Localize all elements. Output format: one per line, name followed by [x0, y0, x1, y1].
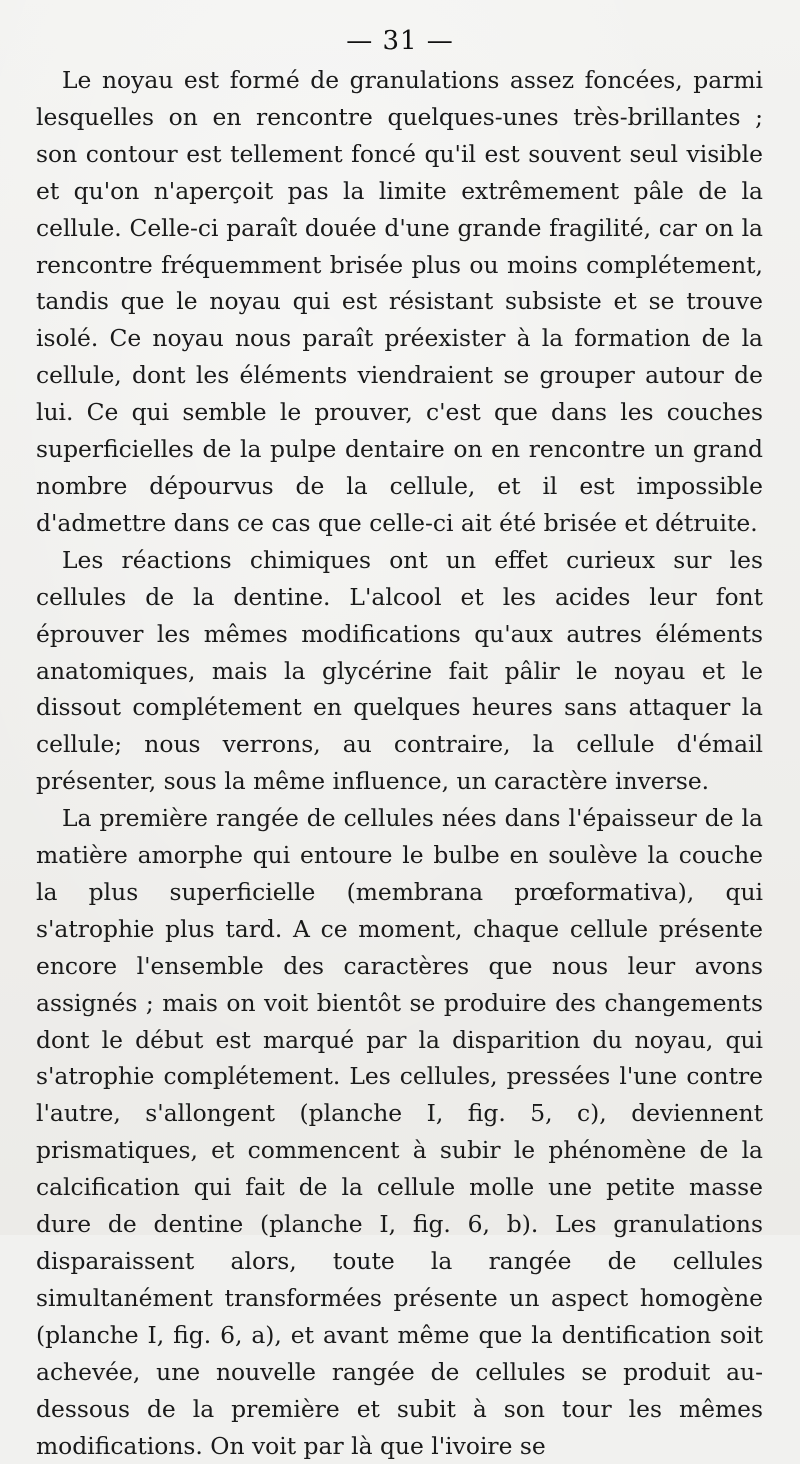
body-text [36, 62, 763, 1464]
paragraph-premiere-rangee: La première rangée de cellules nées dans l'épaisseur de la matière amorphe qui entoure le bulbe en soulève la couche la plus superficielle (membrana prœformativa), qui s'atrophie plus tard. A ce moment, chaque cellule présente encore l'ensemble des caractères que nous leur avons assignés ; mais on voit bientôt se produire des changements dont le début est marqué par la disparition du noyau, qui s'atrophie complétement. Les cellules, pressées l'une contre l'autre, s'allongent (planche I, fig. 5, c), deviennent prismatiques, et commencent à subir le phénomène de la calcification qui fait de la cellule molle une petite masse dure de dentine (planche I, fig. 6, b). Les granulations disparaissent alors, toute la rangée de cellules simultanément transformées présente un aspect homogène (planche I, fig. 6, a), et avant même que la dentification soit achevée, une nouvelle rangée de cellules se produit au-dessous de la première et subit à son tour les mêmes modifications. On voit par là que l'ivoire se [36, 804, 763, 1460]
page-number: — 31 — [346, 26, 454, 56]
paragraph-reactions-chimiques: Les réactions chimiques ont un effet curieux sur les cellules de la dentine. L'alcool et les acides leur font éprouver les mêmes modifications qu'aux autres éléments anatomiques, mais la glycérine fait pâlir le noyau et le dissout complétement en quelques heures sans attaquer la cellule; nous verrons, au contraire, la cellule d'émail présenter, sous la même influence, un caractère inverse. [36, 545, 763, 796]
paragraph-noyau: Le noyau est formé de granulations assez foncées, parmi lesquelles on en rencontre quelques-unes très-brillantes ; son contour est tellement foncé qu'il est souvent seul visible et qu'on n'aperçoit pas la limite extrêmement pâle de la cellule. Celle-ci paraît douée d'une grande fragilité, car on la rencontre fréquemment brisée plus ou moins complétement, tandis que le noyau qui est résistant subsiste et se trouve isolé. Ce noyau nous paraît préexister à la formation de la cellule, dont les éléments viendraient se grouper autour de lui. Ce qui semble le prouver, c'est que dans les couches superficielles de la pulpe dentaire on en rencontre un grand nombre dépourvus de la cellule, et il est impossible d'admettre dans ce cas que celle-ci ait été brisée et détruite. [36, 66, 763, 537]
